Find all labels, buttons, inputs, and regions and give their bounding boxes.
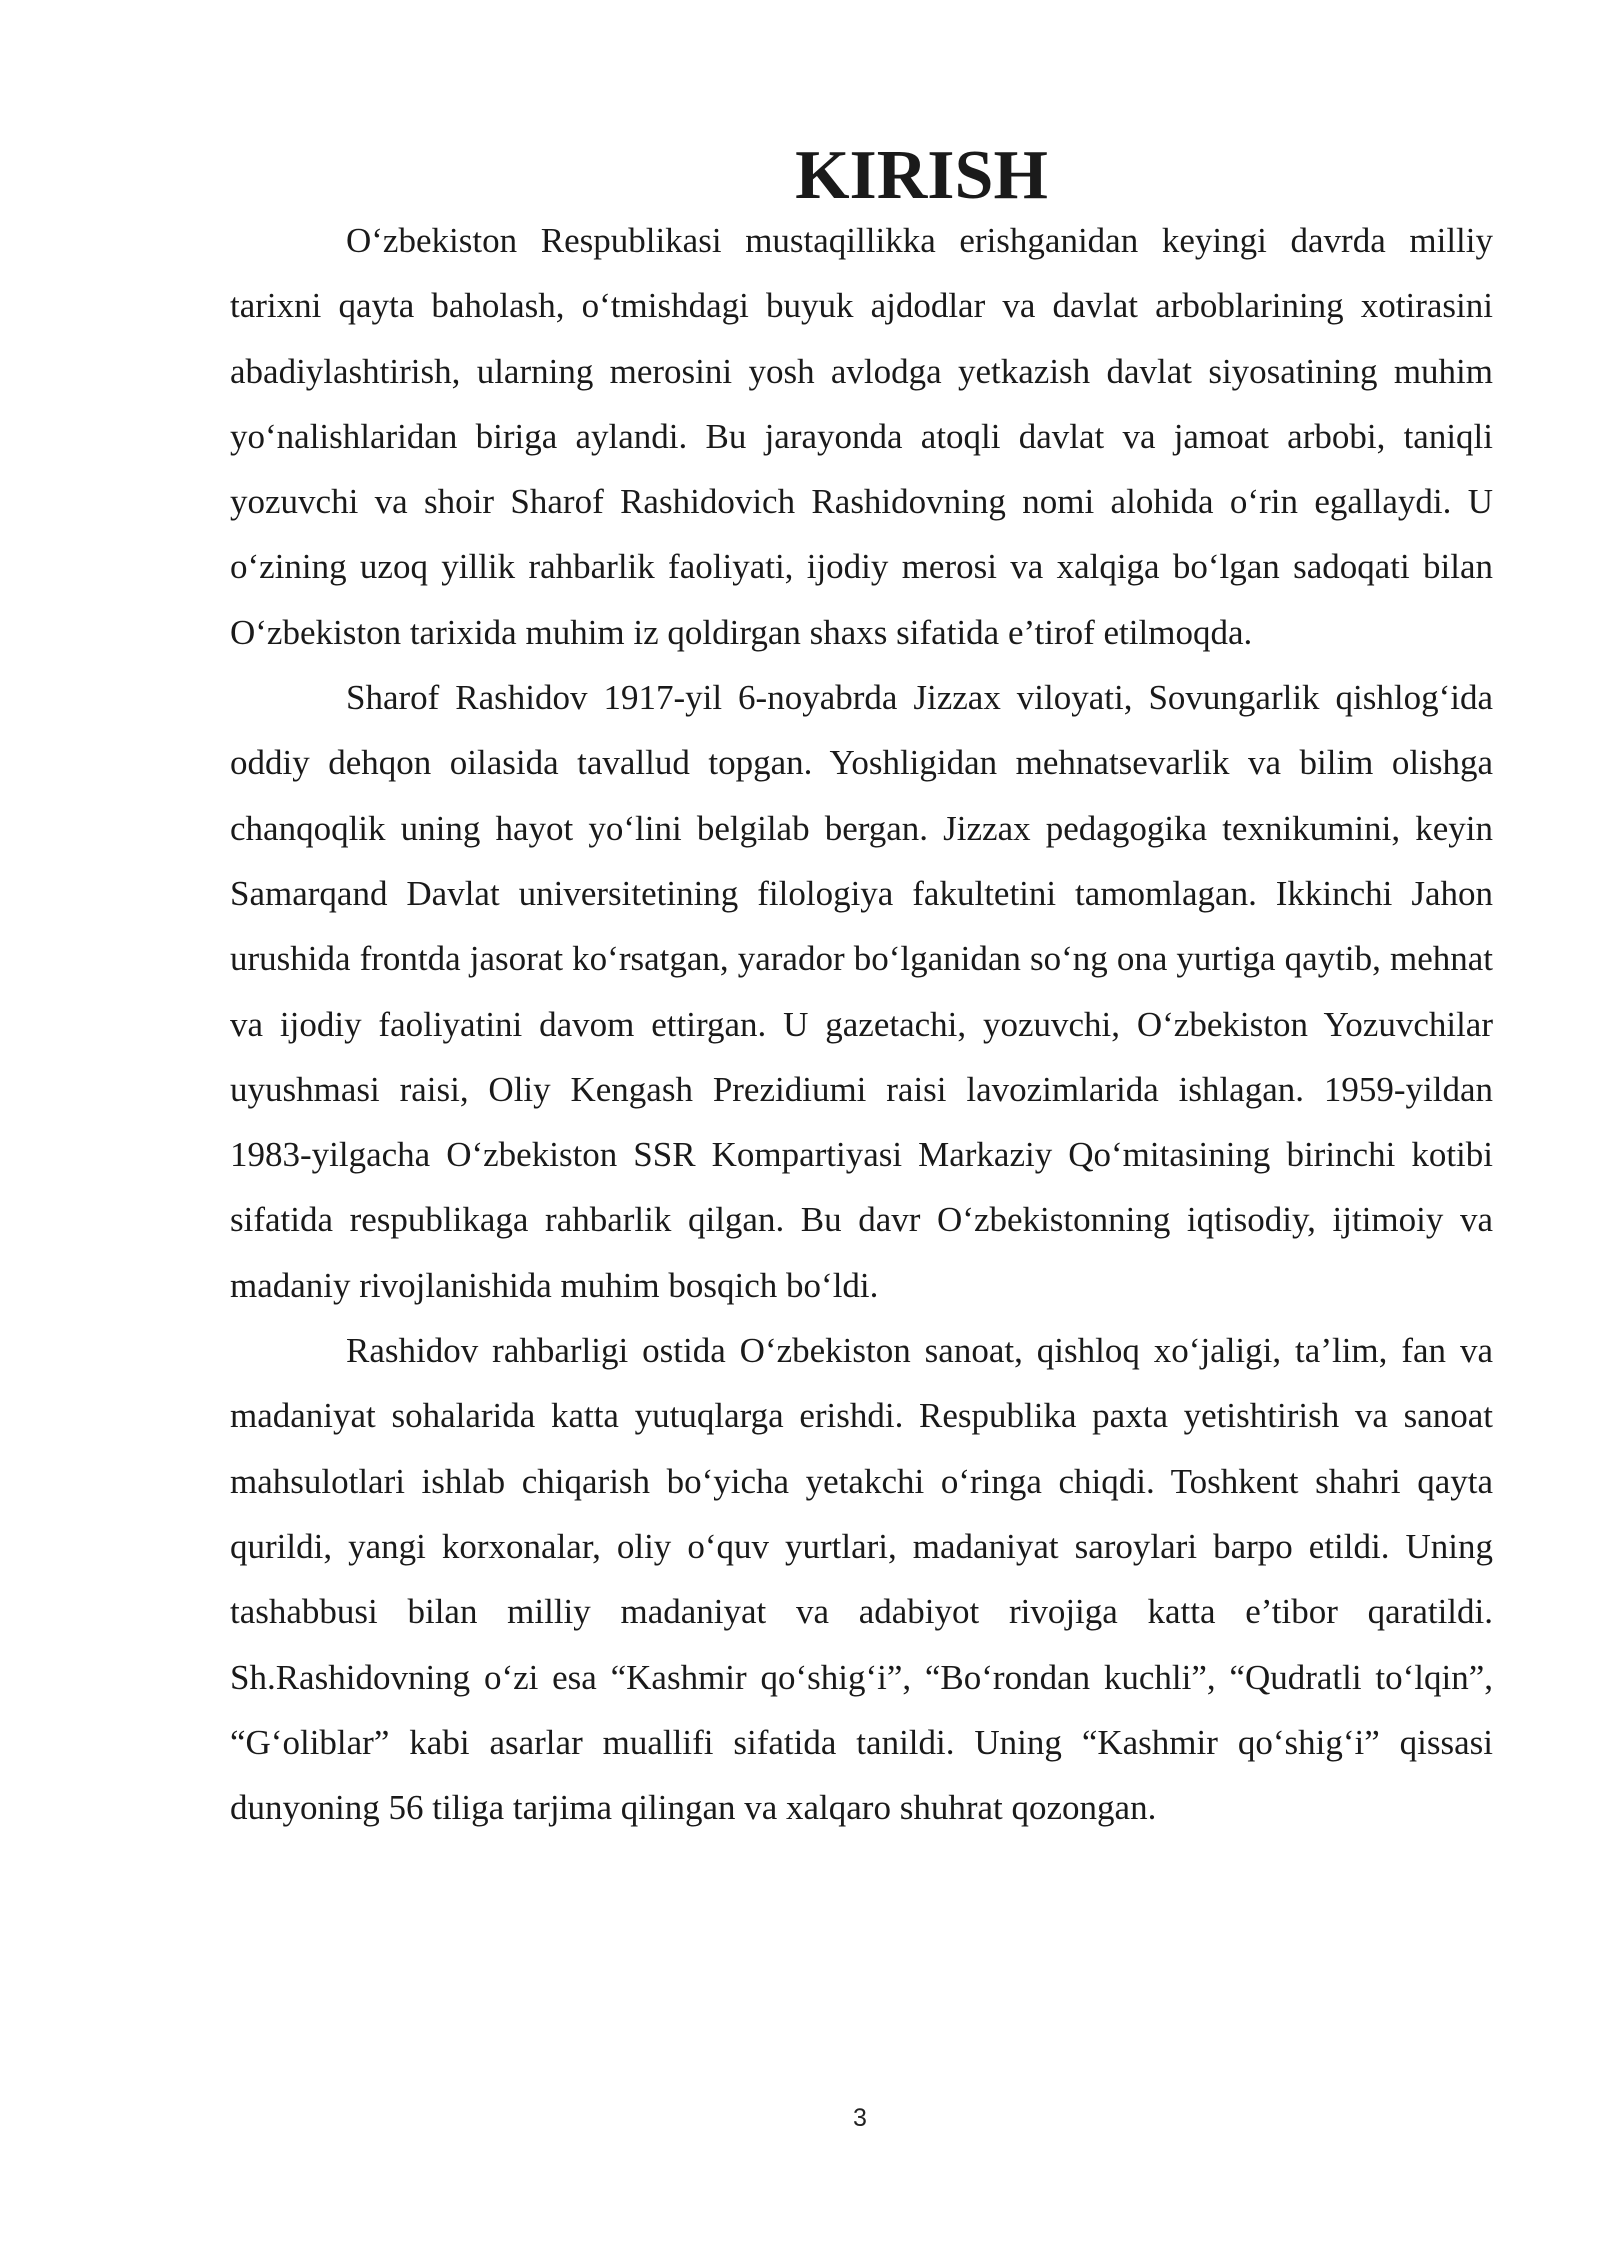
paragraph-introduction: O‘zbekiston Respublikasi mustaqillikka erishganidan keyingi davrda milliy tarixni qayta baholash, o‘tmishdagi buyuk ajdodlar va davlat arboblarining xotirasini abadiylashtirish, ularning merosini yosh avlodga yetkazish davlat siyosatining muhim yo‘nalishlaridan biriga aylandi. Bu jarayonda atoqli davlat va jamoat arbobi, taniqli yozuvchi va shoir Sharof Rashidovich Rashidovning nomi alohida o‘rin egallaydi. U o‘zining uzoq yillik rahbarlik faoliyati, ijodiy merosi va xalqiga bo‘lgan sadoqati bilan O‘zbekiston tarixida muhim iz qoldirgan shaxs sifatida e’tirof etilmoqda. [230,221,1493,652]
paragraph-biography: Sharof Rashidov 1917-yil 6-noyabrda Jizzax viloyati, Sovungarlik qishlog‘ida oddiy dehqon oilasida tavallud topgan. Yoshligidan mehnatsevarlik va bilim olishga chanqoqlik uning hayot yo‘lini belgilab bergan. Jizzax pedagogika texnikumini, keyin Samarqand Davlat universitetining filologiya fakultetini tamomlagan. Ikkinchi Jahon urushida frontda jasorat ko‘rsatgan, yarador bo‘lganidan so‘ng ona yurtiga qaytib, mehnat va ijodiy faoliyatini davom ettirgan. U gazetachi, yozuvchi, O‘zbekiston Yozuvchilar uyushmasi raisi, Oliy Kengash Prezidiumi raisi lavozimlarida ishlagan. 1959-yildan 1983-yilgacha O‘zbekiston SSR Kompartiyasi Markaziy Qo‘mitasining birinchi kotibi sifatida respublikaga rahbarlik qilgan. Bu davr O‘zbekistonning iqtisodiy, ijtimoiy va madaniy rivojlanishida muhim bosqich bo‘ldi. [230,678,1493,1305]
section-title: KIRISH [795,137,1048,214]
page-body [230,137,1493,1840]
paragraph-achievements: Rashidov rahbarligi ostida O‘zbekiston sanoat, qishloq xo‘jaligi, ta’lim, fan va madaniyat sohalarida katta yutuqlarga erishdi. Respublika paxta yetishtirish va sanoat mahsulotlari ishlab chiqarish bo‘yicha yetakchi o‘ringa chiqdi. Toshkent shahri qayta qurildi, yangi korxonalar, oliy o‘quv yurtlari, madaniyat saroylari barpo etildi. Uning tashabbusi bilan milliy madaniyat va adabiyot rivojiga katta e’tibor qaratildi. Sh.Rashidovning o‘zi esa “Kashmir qo‘shig‘i”, “Bo‘rondan kuchli”, “Qudratli to‘lqin”, “G‘oliblar” kabi asarlar muallifi sifatida tanildi. Uning “Kashmir qo‘shig‘i” qissasi dunyoning 56 tiliga tarjima qilingan va xalqaro shuhrat qozongan. [230,1331,1493,1828]
page-number: 3 [853,2104,867,2132]
